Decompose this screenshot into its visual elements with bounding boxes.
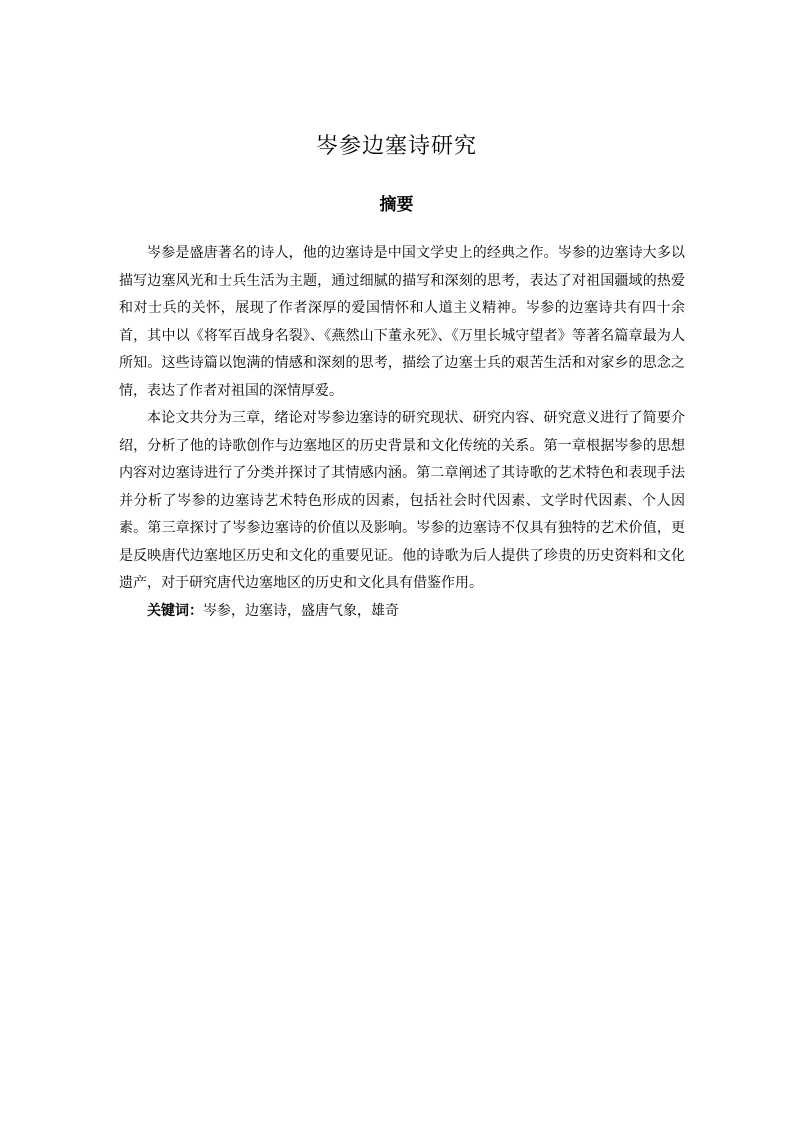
- keywords-line: [119, 598, 685, 626]
- paper-title: 岑参边塞诗研究: [315, 134, 477, 159]
- keywords-label: 关键词：: [147, 602, 203, 619]
- abstract-body: [119, 240, 685, 625]
- abstract-paragraph-2: 本论文共分为三章，绪论对岑参边塞诗的研究现状、研究内容、研究意义进行了简要介绍，分析了他的诗歌创作与边塞地区的历史背景和文化传统的关系。第一章根据岑参的思想内容对边塞诗进行了分类并探讨了其情感内涵。第二章阐述了其诗歌的艺术特色和表现手法并分析了岑参的边塞诗艺术特色形成的因素，包括社会时代因素、文学时代因素、个人因素。第三章探讨了岑参边塞诗的价值以及影响。岑参的边塞诗不仅具有独特的艺术价值，更是反映唐代边塞地区历史和文化的重要见证。他的诗歌为后人提供了珍贵的历史资料和文化遗产，对于研究唐代边塞地区的历史和文化具有借鉴作用。: [119, 410, 685, 591]
- abstract-paragraph-1: 岑参是盛唐著名的诗人，他的边塞诗是中国文学史上的经典之作。岑参的边塞诗大多以描写边塞风光和士兵生活为主题，通过细腻的描写和深刻的思考，表达了对祖国疆域的热爱和对士兵的关怀，展现了作者深厚的爱国情怀和人道主义精神。岑参的边塞诗共有四十余首，其中以《将军百战身名裂》、《燕然山下董永死》、《万里长城守望者》等著名篇章最为人所知。这些诗篇以饱满的情感和深刻的思考，描绘了边塞士兵的艰苦生活和对家乡的思念之情，表达了作者对祖国的深情厚爱。: [119, 245, 685, 399]
- abstract-heading: 摘要: [379, 195, 414, 215]
- keywords-text: 岑参，边塞诗，盛唐气象，雄奇: [203, 602, 399, 619]
